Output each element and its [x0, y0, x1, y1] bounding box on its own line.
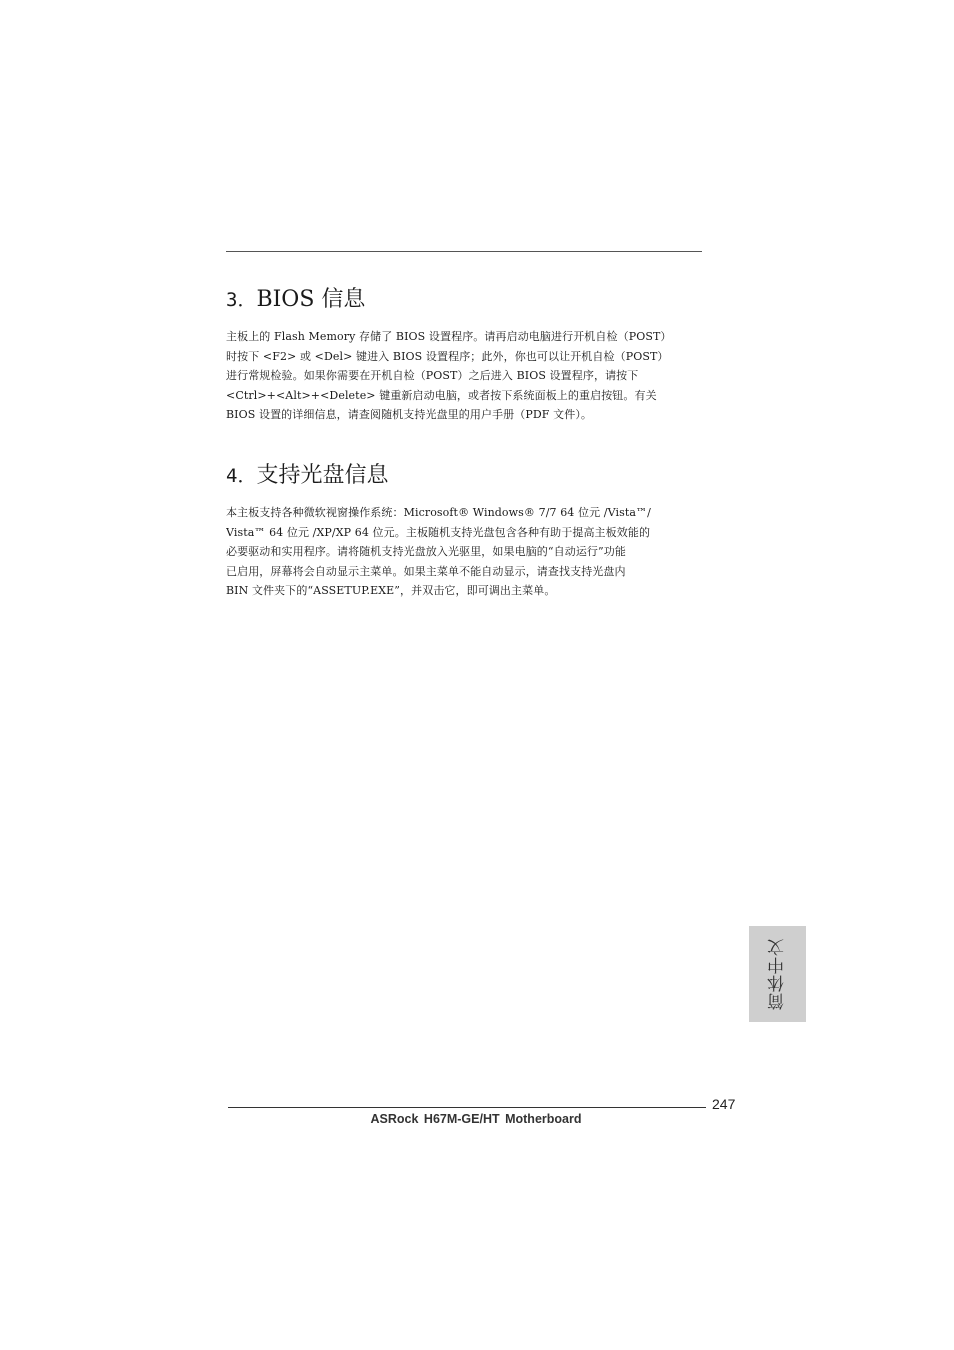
section-heading	[226, 285, 704, 315]
body-line: 时按下 <F2> 或 <Del> 键进入 BIOS 设置程序；此外，你也可以让开机自检（POST）	[226, 349, 669, 363]
section-support-cd	[226, 461, 704, 601]
section-number: 4．	[226, 465, 257, 487]
body-line: BIOS 设置的详细信息，请查阅随机支持光盘里的用户手册（PDF 文件）。	[226, 408, 593, 421]
language-tab	[749, 926, 806, 1022]
body-line: 进行常规检验。如果你需要在开机自检（POST）之后进入 BIOS 设置程序，请按下	[226, 369, 639, 382]
top-divider	[226, 251, 702, 252]
body-line: <Ctrl>+<Alt>+<Delete> 键重新启动电脑，或者按下系统面板上的重启按钮。有关	[226, 388, 657, 402]
section-bios-info	[226, 285, 704, 425]
language-tab-label: 简体中文	[768, 938, 788, 1010]
page-number: 247	[712, 1096, 736, 1112]
body-line: 本主板支持各种微软视窗操作系统：Microsoft® Windows® 7/7 64 位元 /Vista™/	[226, 506, 651, 519]
footer-title: ASRock H67M-GE/HT Motherboard	[370, 1112, 582, 1126]
section-title: 支持光盘信息	[256, 463, 389, 488]
body-line: BIN 文件夹下的“ASSETUP.EXE”，并双击它，即可调出主菜单。	[226, 584, 556, 597]
section-heading	[226, 461, 704, 491]
body-line: 主板上的 Flash Memory 存储了 BIOS 设置程序。请再启动电脑进行开机自检（POST）	[226, 330, 672, 343]
section-title: BIOS 信息	[256, 287, 366, 312]
footer-divider	[228, 1107, 706, 1108]
body-line: 已启用，屏幕将会自动显示主菜单。如果主菜单不能自动显示，请查找支持光盘内	[226, 564, 626, 578]
section-number: 3．	[226, 289, 257, 311]
section-body	[226, 327, 704, 425]
section-body	[226, 503, 704, 601]
body-line: Vista™ 64 位元 /XP/XP 64 位元。主板随机支持光盘包含各种有助于提高主板效能的	[226, 525, 651, 539]
body-line: 必要驱动和实用程序。请将随机支持光盘放入光驱里，如果电脑的“自动运行”功能	[226, 545, 626, 558]
